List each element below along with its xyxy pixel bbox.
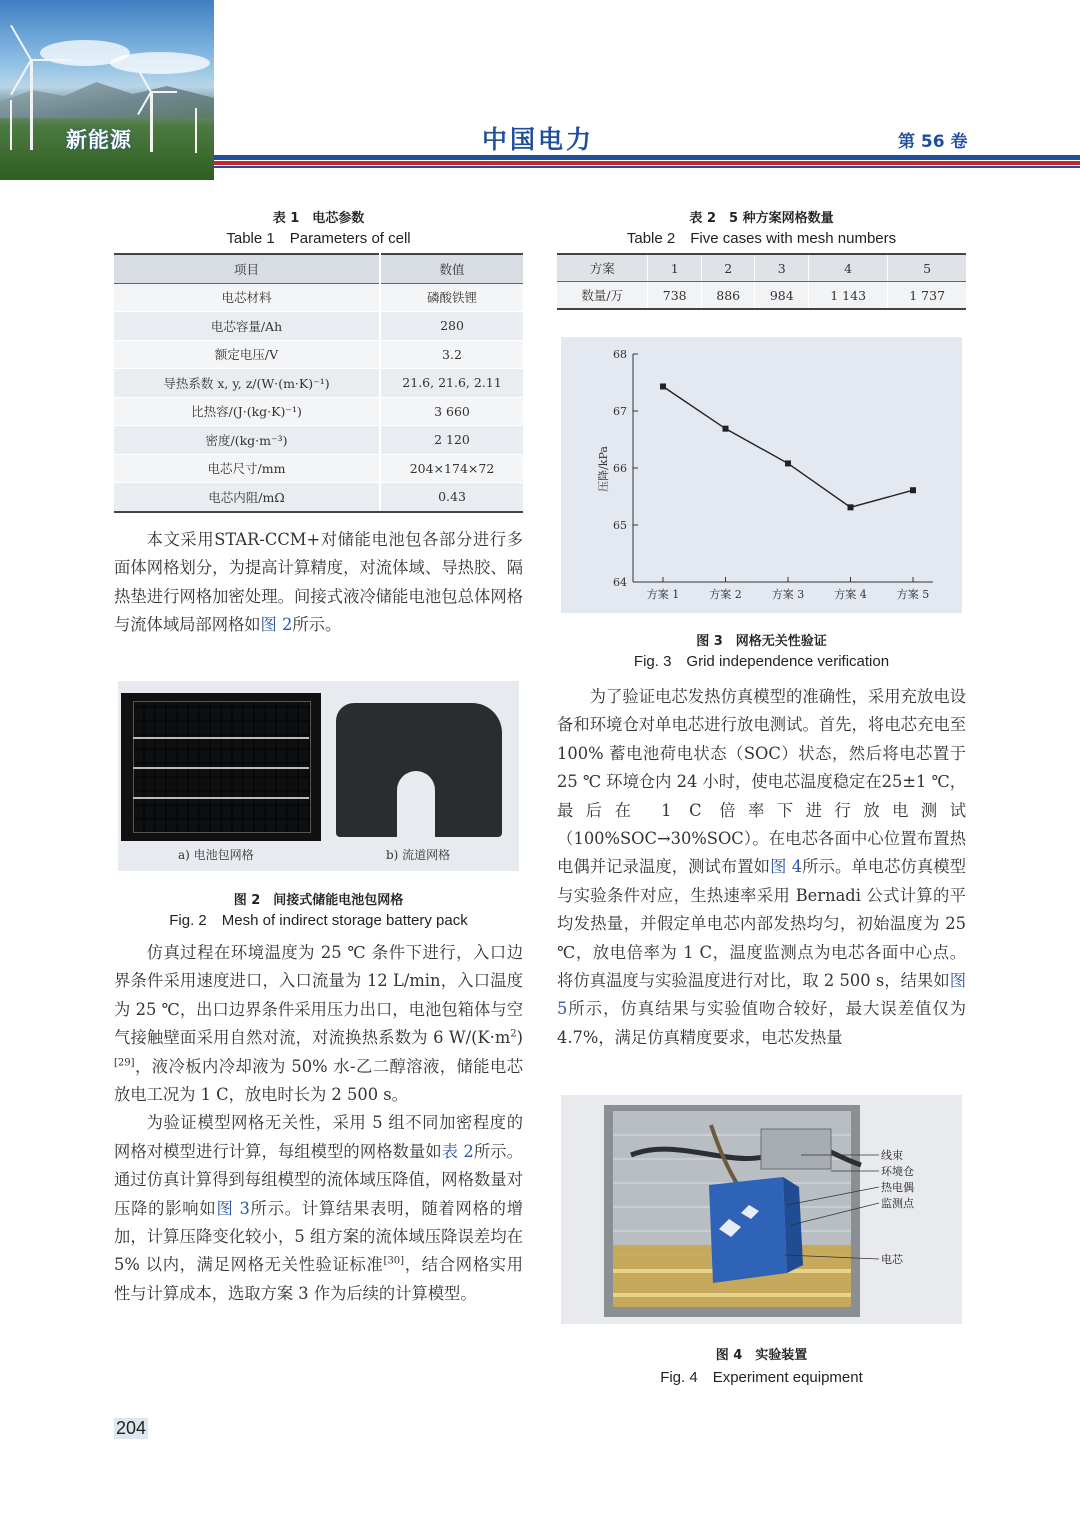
x-tick-label: 方案 4 <box>834 588 867 601</box>
link-fig4[interactable]: 图 4 <box>770 857 803 877</box>
data-point <box>660 383 666 389</box>
citation-30[interactable]: [30] <box>383 1256 405 1268</box>
x-tick-label: 方案 3 <box>771 588 805 601</box>
table-cell: 0.43 <box>380 483 523 512</box>
link-table2[interactable]: 表 2 <box>441 1141 474 1161</box>
fig4-label-cell: 电芯 <box>881 1253 903 1266</box>
series-line <box>663 386 913 507</box>
table-row <box>557 254 966 282</box>
fig3-caption-cn: 图 3 网格无关性验证 <box>696 634 827 649</box>
header-rule-blue <box>214 155 1080 160</box>
data-point <box>910 487 916 493</box>
y-tick-label: 66 <box>613 462 627 475</box>
fig2-caption-cn: 图 2 间接式储能电池包网格 <box>233 893 404 908</box>
channel-mesh <box>336 703 502 837</box>
fig2-caption-en: Fig. 2 Mesh of indirect storage battery pack <box>169 912 468 929</box>
table-cell: 电芯材料 <box>114 283 380 312</box>
header-rule-red <box>214 161 1080 165</box>
table-row <box>114 312 523 341</box>
table-cell: 电芯尺寸/mm <box>114 454 380 483</box>
table-cell: 2 120 <box>380 426 523 455</box>
table2-caption-cn: 表 2 5 种方案网格数量 <box>689 211 834 226</box>
table-row <box>114 369 523 398</box>
x-tick-label: 方案 1 <box>646 588 680 601</box>
pressure-drop-chart <box>561 337 962 613</box>
table1-header: 项目 <box>114 254 380 283</box>
table-row <box>114 454 523 483</box>
table-cell: 280 <box>380 312 523 341</box>
table1-caption-en: Table 1 Parameters of cell <box>226 230 411 247</box>
table-row <box>557 282 966 310</box>
table-cell: 密度/(kg·m⁻³) <box>114 426 380 455</box>
table-cell: 方案 <box>557 254 648 282</box>
fig4-label-harness: 线束 <box>881 1149 903 1162</box>
data-point <box>848 504 854 510</box>
table2-caption-en: Table 2 Five cases with mesh numbers <box>626 230 897 247</box>
table-cell: 磷酸铁锂 <box>380 283 523 312</box>
battery-pack-mesh <box>121 693 321 841</box>
page-number: 204 <box>116 1418 147 1438</box>
table2-mesh-numbers <box>557 253 966 310</box>
table-cell: 电芯容量/Ah <box>114 312 380 341</box>
header-rule-blue-thin <box>214 166 1080 168</box>
table-row <box>114 483 523 512</box>
table-cell: 21.6, 21.6, 2.11 <box>380 369 523 398</box>
figure2-mesh-image <box>118 681 519 871</box>
journal-title: 中国电力 <box>482 125 595 154</box>
fig4-label-chamber: 环境仓 <box>881 1165 914 1178</box>
y-tick-label: 64 <box>613 576 627 589</box>
table-cell: 电芯内阻/mΩ <box>114 483 380 512</box>
fig2-label-b: b) 流道网格 <box>386 848 451 862</box>
paragraph-mesh-intro: 本文采用STAR-CCM+对储能电池包各部分进行多面体网格划分，为提高计算精度，对流体域、导热胶、隔热垫进行网格加密处理。间接式液冷储能电池包总体网格与流体域局部网格如图 2所示。 <box>114 530 523 635</box>
section-label: 新能源 <box>66 128 132 152</box>
table-cell: 3.2 <box>380 340 523 369</box>
fig4-label-monitor-point: 监测点 <box>881 1197 914 1210</box>
paragraph-experiment-validation: 为了验证电芯发热仿真模型的准确性，采用充放电设备和环境仓对单电芯进行放电测试。首先，将电芯充电至 100% 蓄电池荷电状态（SOC）状态，然后将电芯置于 25 ℃ 环境仓内 24 小时，使电芯温度稳定在25±1 ℃，最后在 1 C 倍率下进行放电测试（100%SOC→30%SOC）。在电芯各面中心位置布置热电偶并记录温度，测试布置如图 4所示。单电芯仿真模型与实验条件对应，生热速率采用 Bernadi 公式计算的平均发热量，并假定单电芯内部发热均匀，初始温度为 25 ℃，放电倍率为 1 C，温度监测点为电芯各面中心点。将仿真温度与实验温度进行对比，取 2 500 s，结果如图 5所示，仿真结果与实验值吻合较好，最大误差值仅为 4.7%，满足仿真精度要求，电芯发热量 <box>557 687 966 1047</box>
table-cell: 导热系数 x, y, z/(W·(m·K)⁻¹) <box>114 369 380 398</box>
table-cell: 886 <box>701 282 755 310</box>
volume-label: 第 56 卷 <box>898 132 968 152</box>
table-cell: 4 <box>809 254 888 282</box>
table-cell: 数量/万 <box>557 282 648 310</box>
fig4-caption-en: Fig. 4 Experiment equipment <box>660 1369 863 1386</box>
figure3-chart-panel <box>561 337 962 613</box>
link-fig5[interactable]: 图 5 <box>557 971 966 1019</box>
table-cell: 1 737 <box>888 282 966 310</box>
table-row <box>114 340 523 369</box>
table-row <box>114 397 523 426</box>
data-point <box>723 426 729 432</box>
table1-cell-parameters <box>114 253 523 513</box>
figure4-experiment-photo <box>561 1095 962 1324</box>
table-cell: 3 <box>755 254 809 282</box>
citation-29[interactable]: [29] <box>114 1057 135 1069</box>
data-point <box>785 460 791 466</box>
y-tick-label: 67 <box>613 405 627 418</box>
table-row <box>114 283 523 312</box>
table-cell: 1 143 <box>809 282 888 310</box>
table-row <box>114 426 523 455</box>
table-cell: 5 <box>888 254 966 282</box>
table-cell: 204×174×72 <box>380 454 523 483</box>
x-tick-label: 方案 5 <box>896 588 930 601</box>
experiment-photo-illustration <box>561 1095 962 1324</box>
table-cell: 984 <box>755 282 809 310</box>
table1-header: 数值 <box>380 254 523 283</box>
table-cell: 比热容/(J·(kg·K)⁻¹) <box>114 397 380 426</box>
table1-caption-cn: 表 1 电芯参数 <box>272 211 365 226</box>
fig4-label-thermocouple: 热电偶 <box>881 1181 914 1194</box>
link-fig3[interactable]: 图 3 <box>216 1198 250 1218</box>
paragraph-simulation-conditions: 仿真过程在环境温度为 25 ℃ 条件下进行，入口边界条件采用速度进口，入口流量为 12 L/min，入口温度为 25 ℃，出口边界条件采用压力出口，电池包箱体与空气接触壁面采用自然对流，对流换热系数为 6 $W/(K\cdot m^2)[29]$，液冷板内冷却液为 50% 水-乙二醇溶液，储能电芯放电工况为 1 C，放电时长为 2 500 s。 为验证模型网格无关性，采用 5 组不同加密程度的网格对模型进行计算，每组模型的网格数量如表 2所示。通过仿真计算得到每组模型的流体域压降值，网格数量对压降的影响如图 3所示。计算结果表明，随着网格的增加，计算压降变化较小，5 组方案的流体域压降误差均在 5% 以内，满足网格无关性验证标准[30]，结合网格实用性与计算成本，选取方案 3 作为后续的计算模型。 <box>114 943 523 1303</box>
y-axis-label: 压降/kPa <box>597 446 610 492</box>
table-cell: 2 <box>701 254 755 282</box>
y-tick-label: 68 <box>613 348 627 361</box>
x-tick-label: 方案 2 <box>709 588 742 601</box>
table-cell: 额定电压/V <box>114 340 380 369</box>
table-cell: 1 <box>648 254 702 282</box>
fig3-caption-en: Fig. 3 Grid independence verification <box>633 653 890 670</box>
table-cell: 738 <box>648 282 702 310</box>
y-tick-label: 65 <box>613 519 627 532</box>
link-fig2[interactable]: 图 2 <box>260 615 293 635</box>
fig4-caption-cn: 图 4 实验装置 <box>715 1348 808 1363</box>
fig2-label-a: a) 电池包网格 <box>178 848 254 862</box>
table-cell: 3 660 <box>380 397 523 426</box>
